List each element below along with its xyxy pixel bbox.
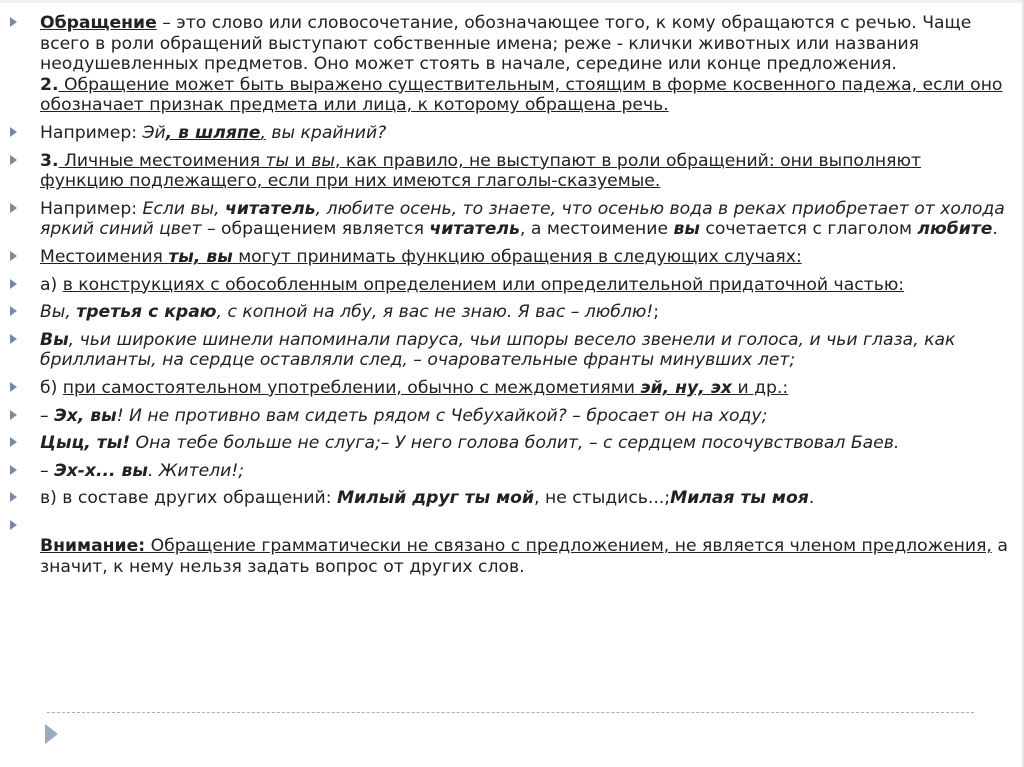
text: . xyxy=(808,488,815,509)
definition-text: – это слово или словосочетание, обозначающее того, к кому обращаются с речью. Чаще всего в роли обращений выступают собственные имена; реже - клички животных или названия неодушевленных предметов. Оно может стоять в начале, середине или конце предложения. xyxy=(40,13,972,75)
attention-label: Внимание: xyxy=(40,536,146,557)
text: сочетается с глаголом xyxy=(699,219,918,240)
bullet-icon xyxy=(10,251,17,261)
highlight-word: третья с краю xyxy=(76,302,217,323)
bullet-icon xyxy=(10,410,17,420)
text: ; xyxy=(653,302,659,323)
text: . Жители!; xyxy=(147,460,245,481)
text: , а местоимение xyxy=(519,219,674,240)
bullet-icon xyxy=(10,382,17,392)
example-rest: вы крайний? xyxy=(265,122,387,143)
bullet-icon xyxy=(10,203,17,213)
point-2-text: Обращение может быть выражено существительным, стоящим в форме косвенного падежа, если оно обозначает признак предмета или лица, к которому обращена речь. xyxy=(40,74,1003,116)
top-border xyxy=(0,0,1024,3)
paragraph-example-6 xyxy=(10,433,1010,454)
text: ! И не противно вам сидеть рядом с Чебухайкой? – бросает он на ходу; xyxy=(116,405,768,426)
highlight-word: любите xyxy=(917,219,993,240)
paragraph-attention xyxy=(10,516,1010,578)
case-label: б) xyxy=(40,377,63,398)
example-lead: Например: xyxy=(40,198,143,219)
text: Личные местоимения xyxy=(58,150,266,171)
text: могут принимать функцию обращения в следующих случаях: xyxy=(232,246,802,267)
text: , с копной на лбу, я вас не знаю. Я вас – люблю! xyxy=(216,302,654,323)
paragraph-definition xyxy=(10,13,1010,116)
text: при самостоятельном употреблении, обычно с междометиями xyxy=(62,377,641,398)
highlight-word: эй, ну, эх xyxy=(640,377,732,398)
bullet-icon xyxy=(10,127,17,137)
text: в) в составе других обращений: xyxy=(40,488,337,509)
highlight-word: Милый друг ты мой xyxy=(336,488,535,509)
term-obrashchenie: Обращение xyxy=(40,13,157,33)
highlight-word: Эх, вы xyxy=(54,405,117,426)
text: Вы, xyxy=(40,302,77,323)
paragraph-case-b xyxy=(10,378,1010,399)
text: в конструкциях с обособленным определением или определительной придаточной частью: xyxy=(62,274,905,295)
bullet-icon xyxy=(10,437,17,447)
paragraph-pronouns xyxy=(10,247,1010,268)
highlight-word: читатель xyxy=(429,219,520,240)
text: , чьи широкие шинели напоминали паруса, чьи шпоры весело звенели и голоса, и чьи глаза, как бриллианты, на сердце оставляли след, – очаровательные франты минувших лет; xyxy=(40,329,956,371)
highlight-word: Милая ты моя xyxy=(670,488,809,509)
text: а значит, к нему нельзя задать вопрос от других слов. xyxy=(40,536,1008,578)
paragraph-example-3 xyxy=(10,302,1010,323)
text: и xyxy=(289,150,312,171)
example-comma: , xyxy=(260,122,266,143)
bullet-icon xyxy=(10,492,17,502)
paragraph-example-1 xyxy=(10,123,1010,144)
text: , любите осень, то знаете, что осенью вода в реках приобретает от холода яркий синий цвет xyxy=(40,198,1005,240)
text: – обращением является xyxy=(201,219,430,240)
slide-content xyxy=(10,13,1010,585)
point-number: 2. xyxy=(40,74,59,95)
paragraph-case-a xyxy=(10,275,1010,296)
highlight-word: Эх-х... вы xyxy=(54,460,148,481)
bullet-icon xyxy=(10,155,17,165)
text: Обращение грамматически не связано с предложением, не является членом предложения, xyxy=(145,536,992,557)
highlight-word: ты, вы xyxy=(168,246,233,267)
paragraph-example-7 xyxy=(10,461,1010,482)
text: , как правило, не выступают в роли обращений: они выполняют функцию подлежащего, если при них имеются глаголы-сказуемые. xyxy=(40,150,921,192)
highlight-word: Вы xyxy=(40,329,69,350)
text: – xyxy=(40,460,55,481)
pronoun-ty: ты xyxy=(265,150,290,171)
paragraph-example-5 xyxy=(10,406,1010,427)
bullet-icon xyxy=(10,334,17,344)
bullet-icon xyxy=(10,465,17,475)
highlight-word: Цыц, ты! xyxy=(40,433,131,454)
bullet-icon xyxy=(10,520,17,530)
bullet-icon xyxy=(10,17,17,27)
text: . xyxy=(992,219,998,240)
point-number: 3. xyxy=(40,150,59,171)
example-word: Эй xyxy=(142,122,166,143)
text: Местоимения xyxy=(40,246,169,267)
paragraph-example-4 xyxy=(10,330,1010,371)
dashed-divider xyxy=(47,712,974,713)
paragraph-case-c xyxy=(10,488,1010,509)
bullet-icon xyxy=(10,306,17,316)
bullet-icon xyxy=(10,279,17,289)
highlight-word: читатель xyxy=(225,198,316,219)
example-address: , в шляпе xyxy=(165,122,261,143)
text: и др.: xyxy=(732,377,789,398)
text: Она тебе больше не слуга;– У него голова болит, – с сердцем посочувствовал Баев. xyxy=(130,433,900,454)
highlight-word: вы xyxy=(673,219,700,240)
text: Если вы, xyxy=(142,198,226,219)
text: , не стыдись...; xyxy=(534,488,671,509)
text: – xyxy=(40,405,55,426)
example-lead: Например: xyxy=(40,122,143,143)
play-arrow-icon xyxy=(45,724,58,744)
case-label: а) xyxy=(40,274,63,295)
paragraph-point-3 xyxy=(10,151,1010,192)
paragraph-example-2 xyxy=(10,199,1010,240)
pronoun-vy: вы xyxy=(311,150,335,171)
